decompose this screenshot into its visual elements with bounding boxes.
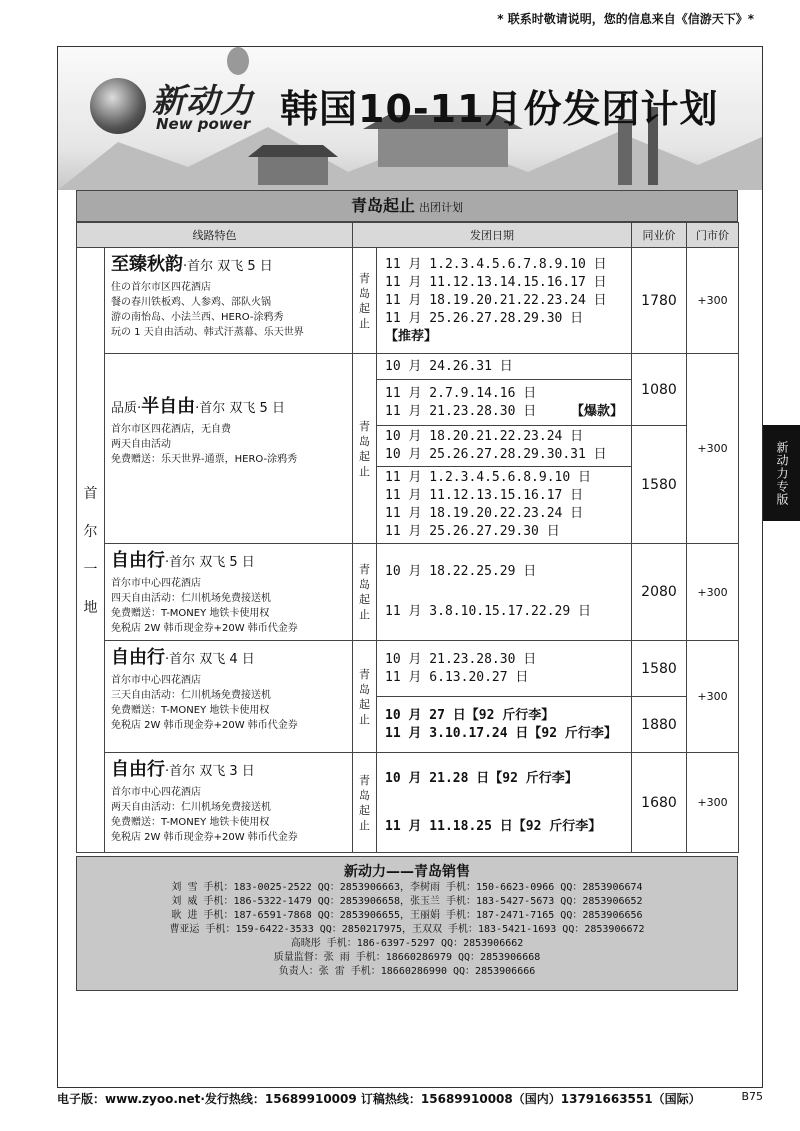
retail-price: +300	[687, 753, 739, 853]
route-dates	[377, 467, 632, 544]
col-header-trade-price: 同业价	[632, 223, 687, 248]
retail-price: +300	[687, 248, 739, 354]
trade-price: 1780	[632, 248, 687, 354]
col-header-features: 线路特色	[77, 223, 353, 248]
date-line: 11 月 6.13.20.27 日	[385, 669, 529, 685]
route-note: 餐の春川铁板鸡、人参鸡、部队火锅	[111, 297, 271, 308]
route-note: 首尔市区四花酒店，无自费	[111, 424, 231, 435]
route-tag: 【推荐】	[385, 328, 438, 344]
departure-label: 青 岛 起 止	[353, 354, 377, 544]
retail-price: +300	[687, 544, 739, 641]
date-line: 11 月 11.12.13.15.16.17 日	[385, 488, 584, 503]
trade-price: 1880	[632, 697, 687, 753]
retail-price: +300	[687, 641, 739, 753]
contact-line: 负责人：张 雷 手机：18660286990 QQ：2853906666	[278, 966, 536, 977]
route-note: 两天自由活动：仁川机场免费接送机	[111, 802, 271, 813]
table-row	[77, 354, 739, 380]
departure-label: 青 岛 起 止	[353, 248, 377, 354]
date-line: 11 月 11.12.13.14.15.16.17 日	[385, 274, 607, 290]
strip-sub: 出团计划	[419, 201, 463, 214]
date-line: 11 月 11.18.25 日【92 斤行李】	[385, 818, 602, 834]
date-line: 10 月 18.22.25.29 日	[385, 564, 537, 579]
date-line: 11 月 3.8.10.15.17.22.29 日	[385, 604, 592, 619]
route-name: 自由行	[111, 550, 165, 571]
route-dates	[377, 426, 632, 467]
date-line: 10 月 25.26.27.28.29.30.31 日	[385, 447, 607, 462]
route-note: 免费赠送：T-MONEY 地铁卡使用权	[111, 608, 270, 619]
date-line: 11 月 18.19.20.22.23.24 日	[385, 506, 584, 521]
col-header-retail-price: 门市价	[687, 223, 739, 248]
trade-price: 1680	[632, 753, 687, 853]
table-row	[77, 544, 739, 641]
date-line: 10 月 18.20.21.22.23.24 日	[385, 429, 584, 444]
city-char: 地	[83, 600, 98, 616]
contact-line: 刘 威 手机：186-5322-1479 QQ：2853906658，张玉兰 手机：183-5427-5673 QQ：2853906652	[171, 896, 643, 907]
route-note: 四天自由活动：仁川机场免费接送机	[111, 593, 271, 604]
route-suffix: ·首尔 双飞 4 日	[165, 652, 255, 667]
date-line: 10 月 24.26.31 日	[385, 358, 513, 374]
route-note: 三天自由活动：仁川机场免费接送机	[111, 690, 271, 701]
route-note: 免费赠送：T-MONEY 地铁卡使用权	[111, 817, 270, 828]
table-row	[77, 753, 739, 853]
route-note: 游の南怡岛、小法兰西、HERO-涂鸦秀	[111, 312, 284, 323]
city-char: 一	[83, 562, 98, 578]
route-note: 免税店 2W 韩币现金券+20W 韩币代金券	[111, 832, 298, 843]
date-line: 11 月 25.26.27.28.29.30 日	[385, 310, 584, 326]
route-suffix: ·首尔 双飞 5 日	[165, 555, 255, 570]
departure-label: 青 岛 起 止	[353, 641, 377, 753]
route-note: 首尔市中心四花酒店	[111, 787, 201, 798]
route-name: 至臻秋韵	[111, 254, 183, 275]
route-note: 免税店 2W 韩币现金券+20W 韩币代金券	[111, 720, 298, 731]
route-features	[105, 753, 353, 853]
page-headline: 韩国10-11月份发团计划	[280, 87, 719, 131]
side-tab: 新动力专版	[763, 425, 800, 521]
table-header-row	[77, 223, 739, 248]
trade-price: 1080	[632, 354, 687, 426]
route-suffix: ·首尔 双飞 5 日	[183, 259, 273, 274]
date-line: 11 月 2.7.9.14.16 日	[385, 385, 537, 401]
sales-contacts	[76, 856, 738, 991]
date-line: 11 月 3.10.17.24 日【92 斤行李】	[385, 725, 617, 741]
route-suffix: ·首尔 双飞 5 日	[195, 401, 285, 416]
route-note: 玩の 1 天自由活动、韩式汗蒸幕、乐天世界	[111, 327, 304, 338]
city-cell	[77, 248, 105, 853]
retail-price: +300	[687, 354, 739, 544]
route-dates	[377, 697, 632, 753]
contact-line: 曹亚运 手机：159-6422-3533 QQ：2850217975，王双双 手机：183-5421-1693 QQ：2853906672	[169, 924, 645, 935]
route-note: 免费赠送：T-MONEY 地铁卡使用权	[111, 705, 270, 716]
date-line: 11 月 21.23.28.30 日	[385, 403, 537, 419]
footer	[57, 1090, 763, 1107]
top-note: * 联系时敬请说明，您的信息来自《信游天下》*	[497, 12, 754, 26]
route-note: 免税店 2W 韩币现金券+20W 韩币代金券	[111, 623, 298, 634]
col-header-dates: 发团日期	[353, 223, 632, 248]
page-number: B75	[741, 1090, 763, 1103]
route-suffix: ·首尔 双飞 3 日	[165, 764, 255, 779]
contact-line: 刘 雪 手机：183-0025-2522 QQ：2853906663，李树雨 手机：150-6623-0966 QQ：2853906674	[171, 882, 643, 893]
brand-name-cn: 新动力	[152, 81, 254, 120]
route-name: 半自由	[141, 396, 196, 417]
date-line: 10 月 21.23.28.30 日	[385, 651, 537, 667]
route-dates	[377, 380, 632, 426]
trade-price: 2080	[632, 544, 687, 641]
contacts-title: 新动力——青岛销售	[344, 864, 470, 880]
route-note: 住の首尔市区四花酒店	[111, 282, 211, 293]
trade-price: 1580	[632, 641, 687, 697]
route-features	[105, 641, 353, 753]
departure-label: 青 岛 起 止	[353, 544, 377, 641]
departure-label: 青 岛 起 止	[353, 753, 377, 853]
trade-price: 1580	[632, 426, 687, 544]
contact-line: 耿 进 手机：187-6591-7868 QQ：2853906655，王丽娟 手机：187-2471-7165 QQ：2853906656	[171, 910, 643, 921]
route-dates	[377, 544, 632, 641]
route-dates	[377, 248, 632, 354]
route-dates	[377, 354, 632, 380]
date-line: 10 月 21.28 日【92 斤行李】	[385, 770, 578, 786]
date-line: 11 月 1.2.3.4.5.6.7.8.9.10 日	[385, 256, 607, 272]
route-tag: 【爆款】	[570, 403, 623, 419]
route-note: 首尔市中心四花酒店	[111, 675, 201, 686]
table-row	[77, 641, 739, 697]
departure-strip	[76, 190, 738, 222]
route-note: 两天自由活动	[111, 439, 171, 450]
date-line: 11 月 18.19.20.21.22.23.24 日	[385, 292, 607, 308]
date-line: 11 月 25.26.27.29.30 日	[385, 524, 560, 539]
contact-line: 质量监督：张 雨 手机：18660286979 QQ：2853906668	[273, 952, 541, 963]
route-dates	[377, 641, 632, 697]
date-line: 11 月 1.2.3.4.5.6.8.9.10 日	[385, 470, 592, 485]
footer-text: 电子版：www.zyoo.net·发行热线：15689910009 订稿热线：15689910008（国内）13791663551（国际）	[57, 1092, 701, 1106]
brand-name-en: New power	[156, 115, 251, 133]
tour-plan-table	[76, 222, 739, 853]
contact-line: 高晓彤 手机：186-6397-5297 QQ：2853906662	[290, 938, 524, 949]
route-features	[105, 544, 353, 641]
route-note: 免费赠送：乐天世界-通票，HERO-涂鸦秀	[111, 454, 298, 465]
route-name: 自由行	[111, 647, 165, 668]
city-char: 尔	[83, 524, 98, 540]
route-features	[105, 354, 353, 544]
table-row	[77, 248, 739, 354]
date-line: 10 月 27 日【92 斤行李】	[385, 707, 555, 723]
strip-main: 青岛起止	[350, 196, 415, 215]
brand-logo-icon	[90, 78, 146, 134]
route-note: 首尔市中心四花酒店	[111, 578, 201, 589]
route-dates	[377, 753, 632, 853]
route-name: 自由行	[111, 759, 165, 780]
route-features	[105, 248, 353, 354]
route-prefix: 品质·	[111, 401, 142, 416]
city-char: 首	[83, 486, 98, 502]
